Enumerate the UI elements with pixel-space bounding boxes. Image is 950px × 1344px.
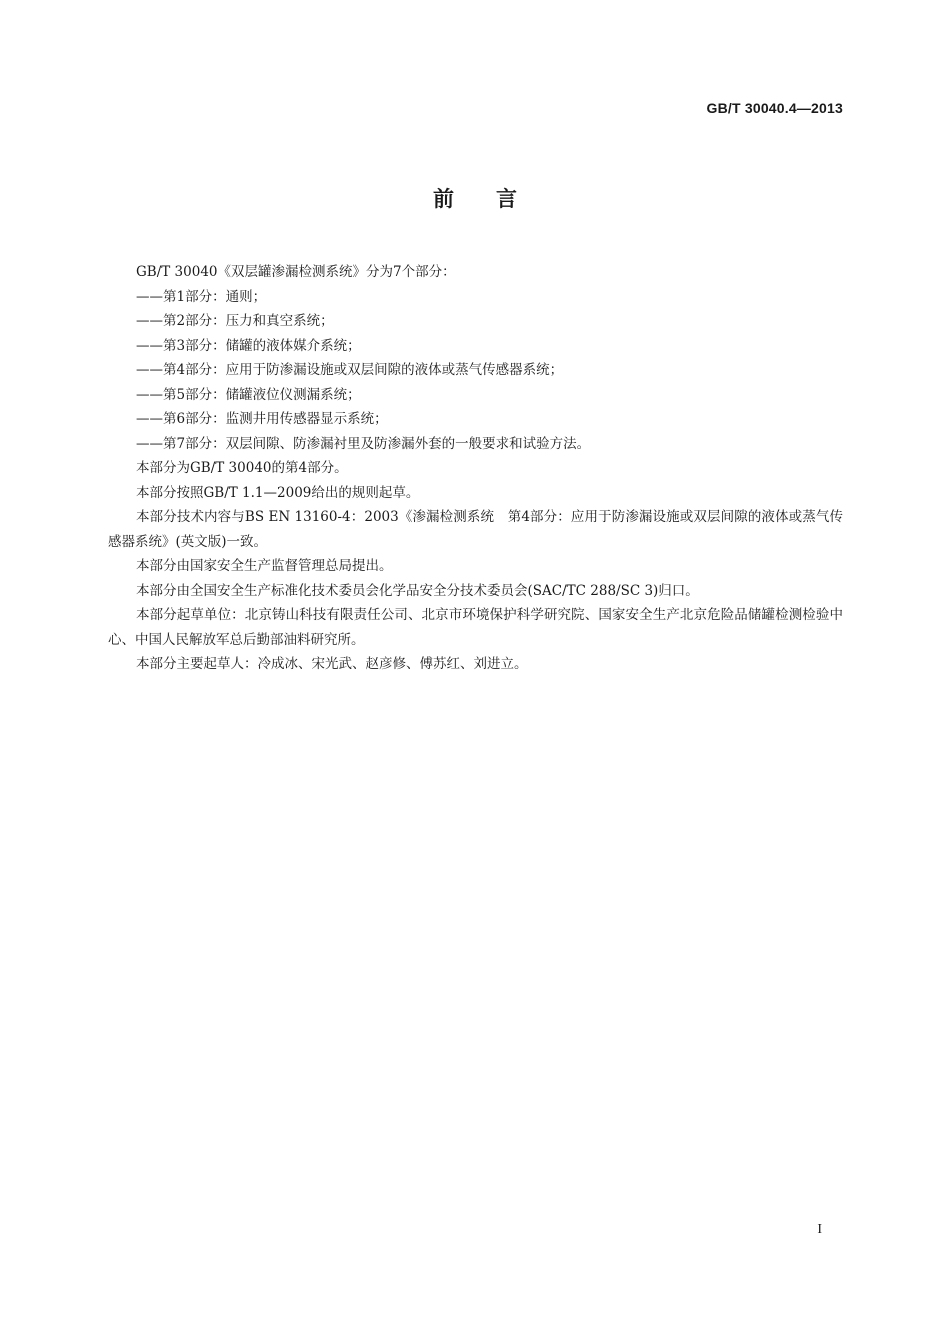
standard-number: GB/T 30040.4—2013 — [706, 100, 843, 116]
part-item-2: ——第2部分：压力和真空系统； — [136, 313, 334, 329]
paragraph-part-number: 本部分为GB/T 30040的第4部分。 — [136, 460, 348, 476]
page-number: I — [817, 1222, 822, 1237]
part-item-3: ——第3部分：储罐的液体媒介系统； — [136, 337, 361, 354]
paragraph-drafters: 本部分主要起草人：冷成冰、宋光武、赵彦修、傅苏红、刘进立。 — [136, 656, 528, 672]
foreword-content — [108, 260, 843, 677]
part-item-6: ——第6部分：监测井用传感器显示系统； — [136, 411, 388, 427]
paragraph-proposer: 本部分由国家安全生产监督管理总局提出。 — [136, 558, 393, 574]
part-item-5: ——第5部分：储罐液位仪测漏系统； — [136, 386, 361, 403]
page-title: 前言 — [433, 187, 559, 211]
paragraph-technical-committee: 本部分由全国安全生产标准化技术委员会化学品安全分技术委员会(SAC/TC 288/SC 3)归口。 — [136, 582, 699, 599]
paragraph-technical-content: 本部分技术内容与BS EN 13160-4：2003《渗漏检测系统 第4部分：应用于防渗漏设施或双层间隙的液体或蒸气传感器系统》(英文版)一致。 — [108, 509, 843, 550]
parts-list — [108, 285, 843, 457]
part-item-1: ——第1部分：通则； — [136, 288, 267, 305]
intro-paragraph: GB/T 30040《双层罐渗漏检测系统》分为7个部分： — [136, 264, 456, 280]
part-item-4: ——第4部分：应用于防渗漏设施或双层间隙的液体或蒸气传感器系统； — [136, 362, 564, 378]
part-item-7: ——第7部分：双层间隙、防渗漏衬里及防渗漏外套的一般要求和试验方法。 — [136, 435, 591, 452]
paragraph-drafting-units: 本部分起草单位：北京铸山科技有限责任公司、北京市环境保护科学研究院、国家安全生产北京危险品储罐检测检验中心、中国人民解放军总后勤部油料研究所。 — [108, 607, 843, 648]
paragraph-drafting-rules: 本部分按照GB/T 1.1—2009给出的规则起草。 — [136, 484, 420, 501]
